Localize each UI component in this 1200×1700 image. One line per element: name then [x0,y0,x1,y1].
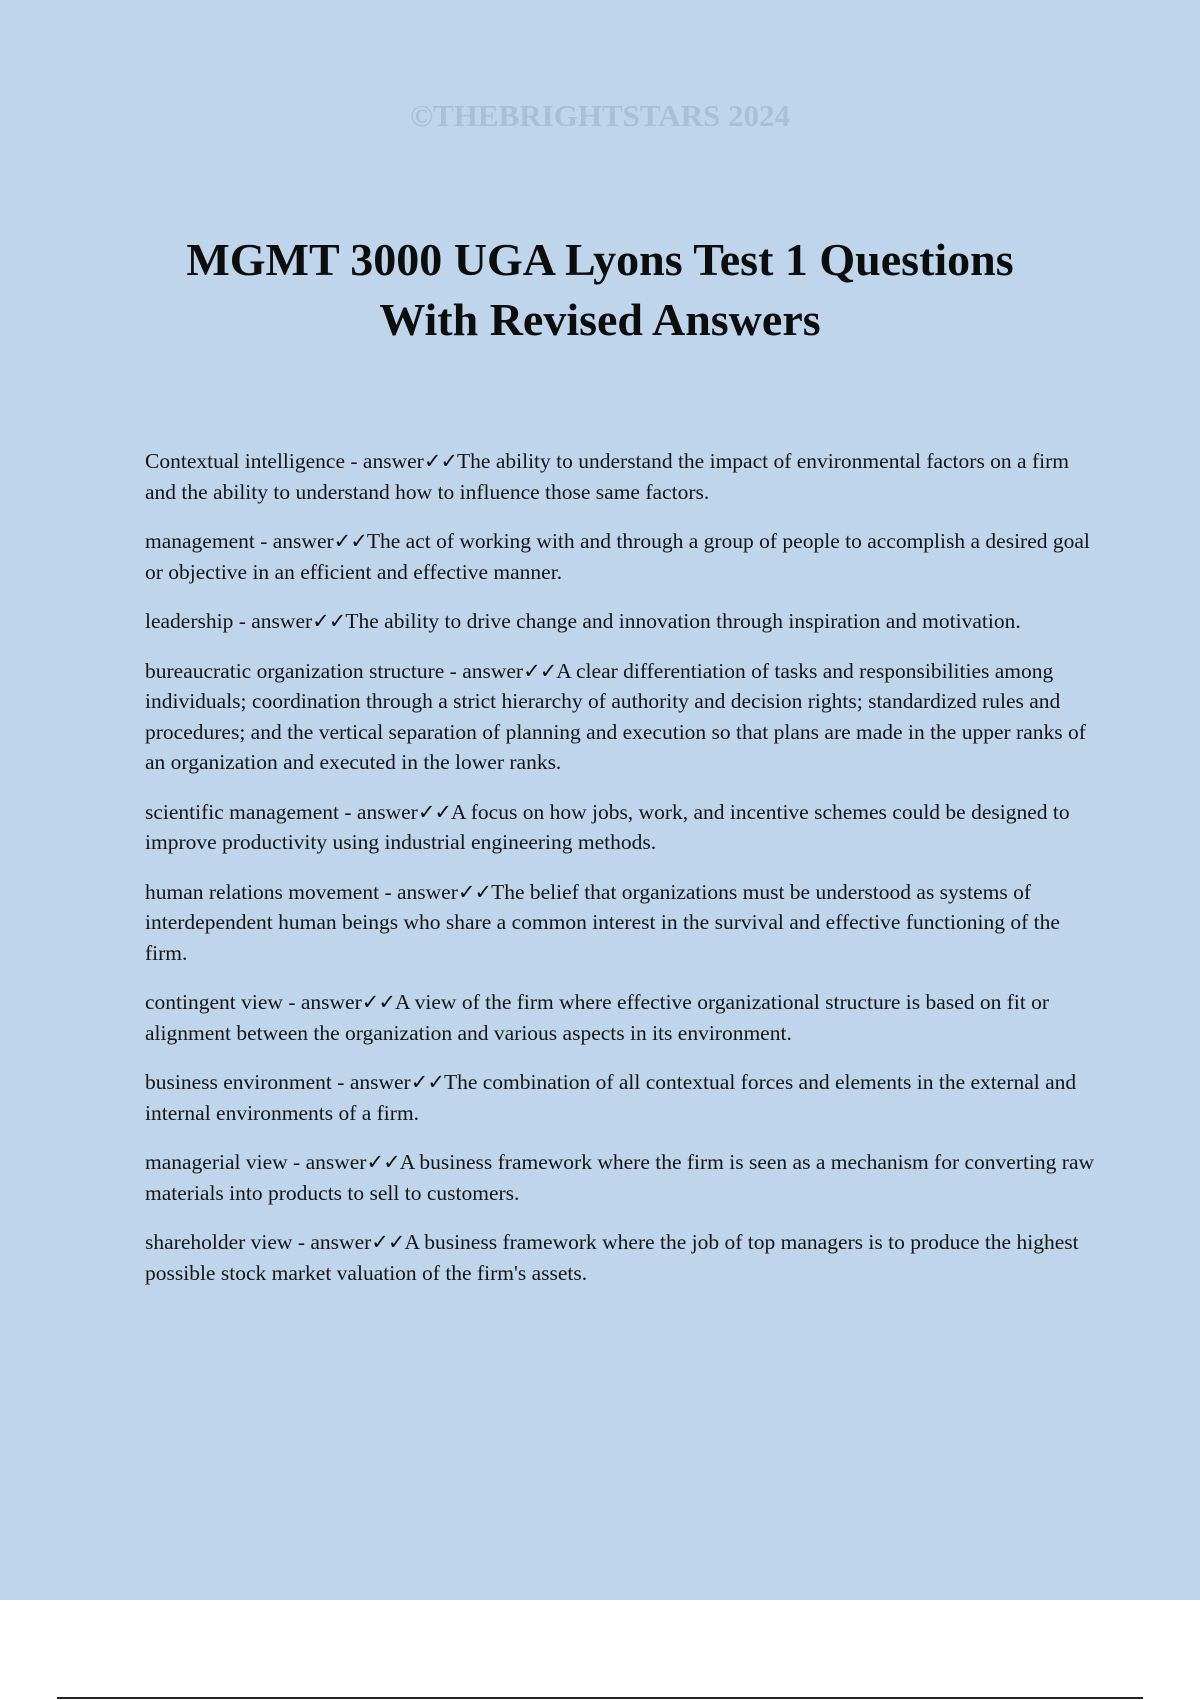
entry-term: contingent view [145,990,283,1014]
entry-separator: - answer [287,1150,367,1174]
double-check-icon: ✓✓ [312,609,346,633]
entry-answer: A business framework where the firm is seen as a mechanism for converting raw materials into products to sell to customers. [145,1150,1095,1205]
qa-entry [145,1227,1095,1288]
double-check-icon: ✓✓ [361,990,395,1014]
footer-divider [57,1697,1143,1699]
double-check-icon: ✓✓ [457,879,492,904]
entry-term: managerial view [145,1150,288,1174]
entry-separator: - answer [331,1070,411,1094]
double-check-icon: ✓✓ [371,1230,405,1254]
entry-term: bureaucratic organization structure [145,658,445,683]
entry-separator: - answer [292,1230,372,1254]
double-check-icon: ✓✓ [366,1150,400,1174]
entry-separator: - answer [282,990,362,1014]
entry-term: Contextual intelligence [145,449,346,473]
entry-separator: - answer [339,799,418,824]
entry-term: leadership [145,609,234,633]
entry-answer: The ability to drive change and innovation through inspiration and motivation. [345,609,1021,633]
title-line-1: MGMT 3000 UGA Lyons Test 1 Questions [186,234,1014,285]
entry-answer: A focus on how jobs, work, and incentive schemes could be designed to improve productivity using industrial engineering methods. [145,799,1070,854]
entry-separator: - answer [254,529,334,553]
entry-term: human relations movement [145,879,380,904]
title-line-2: With Revised Answers [379,294,821,345]
watermark: ©THEBRIGHTSTARS 2024 [409,98,791,133]
qa-entry [145,797,1095,858]
qa-entry [145,1147,1095,1208]
entry-term: management [145,529,255,553]
double-check-icon: ✓✓ [410,1070,444,1094]
qa-entry [145,987,1095,1048]
double-check-icon: ✓✓ [333,529,367,553]
double-check-icon: ✓✓ [423,449,458,473]
entry-separator: - answer [379,879,458,904]
entry-term: shareholder view [145,1230,293,1254]
qa-entry [145,526,1095,587]
entry-term: business environment [145,1070,332,1094]
qa-list [145,446,1095,1307]
double-check-icon: ✓✓ [523,658,557,683]
entry-separator: - answer [444,658,524,683]
entry-answer: The act of working with and through a group of people to accomplish a desired goal or objective in an efficient and effective manner. [145,529,1090,584]
qa-entry [145,446,1095,507]
qa-entry [145,877,1095,969]
entry-answer: The ability to understand the impact of environmental factors on a firm and the ability to understand how to influence those same factors. [145,449,1069,504]
entry-term: scientific management [145,799,340,824]
entry-answer: A view of the firm where effective organizational structure is based on fit or alignment between the organization and various aspects in its environment. [145,990,1050,1045]
double-check-icon: ✓✓ [417,799,452,824]
qa-entry [145,606,1095,637]
entry-separator: - answer [233,609,313,633]
qa-entry [145,1067,1095,1128]
entry-answer: A clear differentiation of tasks and responsibilities among individuals; coordination through a strict hierarchy of authority and decision rights; standardized rules and procedures; and the vertical separation of planning and execution so that plans are made in the upper ranks of an organization and executed in the lower ranks. [145,658,1086,774]
entry-answer: The combination of all contextual forces and elements in the external and internal environments of a firm. [145,1070,1077,1125]
document-title [100,230,1100,350]
qa-entry [145,656,1095,778]
entry-answer: A business framework where the job of top managers is to produce the highest possible stock market valuation of the firm's assets. [145,1230,1079,1285]
entry-answer: The belief that organizations must be understood as systems of interdependent human beings who share a common interest in the survival and effective functioning of the firm. [145,879,1060,965]
entry-separator: - answer [345,449,424,473]
